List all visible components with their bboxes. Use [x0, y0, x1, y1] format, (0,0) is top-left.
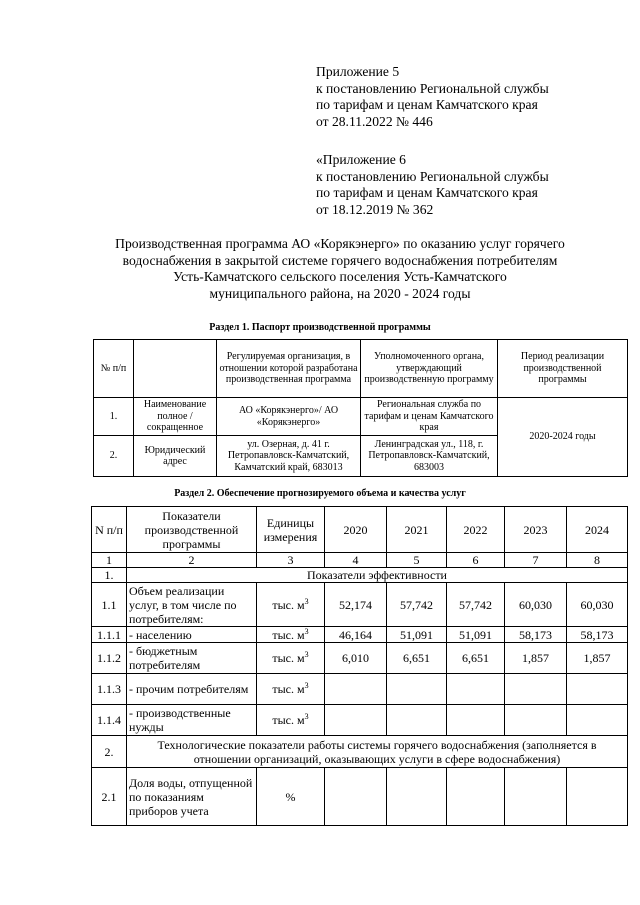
appendix-line: от 28.11.2022 № 446: [316, 113, 433, 129]
row-value: 58,173: [567, 627, 628, 643]
column-number: 4: [325, 553, 387, 568]
row-value: [387, 674, 447, 705]
row-value: 51,091: [447, 627, 505, 643]
header-num: N п/п: [92, 507, 127, 553]
table-header-row: [92, 507, 628, 553]
column-number: 7: [505, 553, 567, 568]
header-period: Период реализации производственной программы: [498, 340, 628, 398]
appendix-line: от 18.12.2019 № 362: [316, 201, 434, 217]
group-row: [92, 568, 628, 583]
row-authority: Региональная служба по тарифам и ценам Камчатского края: [361, 398, 498, 436]
column-number: 5: [387, 553, 447, 568]
row-num: 1.1.1: [92, 627, 127, 643]
section1-heading: Раздел 1. Паспорт производственной программы: [209, 322, 431, 333]
appendix-current: [316, 64, 616, 130]
row-value: [447, 705, 505, 736]
table-row: [94, 398, 628, 436]
row-value: [447, 768, 505, 826]
title-line: водоснабжения в закрытой системе горячего водоснабжения потребителям: [122, 252, 558, 268]
table-row: [92, 705, 628, 736]
row-value: [567, 705, 628, 736]
row-unit: %: [257, 768, 325, 826]
row-value: 1,857: [567, 643, 628, 674]
row-value: 52,174: [325, 583, 387, 627]
column-number: 3: [257, 553, 325, 568]
row-num: 2.: [94, 436, 134, 477]
row-num: 1.1.2: [92, 643, 127, 674]
row-value: [325, 705, 387, 736]
row-label: - населению: [127, 627, 257, 643]
document-title: [60, 236, 620, 302]
row-label: Объем реализации услуг, в том числе по потребителям:: [127, 583, 257, 627]
row-label: Доля воды, отпущенной по показаниям приборов учета: [127, 768, 257, 826]
row-value: [387, 705, 447, 736]
group-num: 1.: [92, 568, 127, 583]
row-num: 2.1: [92, 768, 127, 826]
passport-table: [93, 339, 628, 477]
column-number: 1: [92, 553, 127, 568]
table-row: [92, 583, 628, 627]
header-blank: [134, 340, 217, 398]
row-unit: тыс. $м^3$: [257, 674, 325, 705]
row-authority: Ленинградская ул., 118, г. Петропавловск-Камчатский, 683003: [361, 436, 498, 477]
header-year: 2021: [387, 507, 447, 553]
title-line: Производственная программа АО «Корякэнерго» по оказанию услуг горячего: [115, 236, 565, 251]
appendix-line: к постановлению Региональной службы: [316, 168, 549, 184]
row-value: 57,742: [447, 583, 505, 627]
row-value: [325, 674, 387, 705]
row-value: [325, 768, 387, 826]
row-num: 1.1: [92, 583, 127, 627]
table-row: [92, 674, 628, 705]
row-org: АО «Корякэнерго»/ АО «Корякэнерго»: [217, 398, 361, 436]
group-row: [92, 736, 628, 768]
row-value: 6,010: [325, 643, 387, 674]
header-unit: Единицы измерения: [257, 507, 325, 553]
appendix-line: к постановлению Региональной службы: [316, 80, 549, 96]
table-row: [92, 627, 628, 643]
row-value: [505, 705, 567, 736]
header-year: 2024: [567, 507, 628, 553]
row-label: Юридический адрес: [134, 436, 217, 477]
row-value: [387, 768, 447, 826]
services-table: [91, 506, 628, 826]
row-value: 1,857: [505, 643, 567, 674]
row-value: [567, 674, 628, 705]
row-value: [505, 768, 567, 826]
header-authority: Уполномоченного органа, утверждающий производственную программу: [361, 340, 498, 398]
row-value: 57,742: [387, 583, 447, 627]
row-num: 1.1.3: [92, 674, 127, 705]
group-label: Показатели эффективности: [127, 568, 628, 583]
appendix-line: по тарифам и ценам Камчатского края: [316, 97, 538, 113]
column-number: 8: [567, 553, 628, 568]
row-num: 1.: [94, 398, 134, 436]
column-number: 2: [127, 553, 257, 568]
row-unit: тыс. $м^3$: [257, 643, 325, 674]
row-value: 46,164: [325, 627, 387, 643]
group-num: 2.: [92, 736, 127, 768]
header-year: 2022: [447, 507, 505, 553]
appendix-line: по тарифам и ценам Камчатского края: [316, 185, 538, 201]
appendix-prior: [316, 152, 616, 218]
row-value: 51,091: [387, 627, 447, 643]
appendix-line: «Приложение 6: [316, 152, 406, 167]
row-value: [505, 674, 567, 705]
header-num: № п/п: [94, 340, 134, 398]
title-line: Усть-Камчатского сельского поселения Усть-Камчатского: [173, 269, 507, 285]
table-row: [92, 643, 628, 674]
row-value: [447, 674, 505, 705]
period-value: 2020-2024 годы: [498, 398, 628, 477]
table-header-row: [94, 340, 628, 398]
column-number: 6: [447, 553, 505, 568]
row-label: - бюджетным потребителям: [127, 643, 257, 674]
header-indicator: Показатели производственной программы: [127, 507, 257, 553]
title-line: муниципального района, на 2020 - 2024 годы: [209, 285, 471, 301]
row-num: 1.1.4: [92, 705, 127, 736]
row-value: [567, 768, 628, 826]
row-label: - прочим потребителям: [127, 674, 257, 705]
appendix-line: Приложение 5: [316, 64, 400, 79]
header-year: 2023: [505, 507, 567, 553]
row-unit: тыс. $м^3$: [257, 705, 325, 736]
row-label: Наименование полное / сокращенное: [134, 398, 217, 436]
row-value: 60,030: [567, 583, 628, 627]
header-org: Регулируемая организация, в отношении которой разработана производственная программа: [217, 340, 361, 398]
section2-heading: Раздел 2. Обеспечение прогнозируемого объема и качества услуг: [174, 488, 466, 499]
row-org: ул. Озерная, д. 41 г. Петропавловск-Камчатский, Камчатский край, 683013: [217, 436, 361, 477]
row-value: 6,651: [387, 643, 447, 674]
header-year: 2020: [325, 507, 387, 553]
row-label: - производственные нужды: [127, 705, 257, 736]
column-number-row: [92, 553, 628, 568]
row-value: 6,651: [447, 643, 505, 674]
row-value: 60,030: [505, 583, 567, 627]
row-value: 58,173: [505, 627, 567, 643]
row-unit: тыс. $м^3$: [257, 627, 325, 643]
group-label: Технологические показатели работы системы горячего водоснабжения (заполняется в отношении организаций, оказывающих услуги в сфере водоснабжения): [127, 736, 628, 768]
table-row: [92, 768, 628, 826]
row-unit: тыс. $м^3$: [257, 583, 325, 627]
